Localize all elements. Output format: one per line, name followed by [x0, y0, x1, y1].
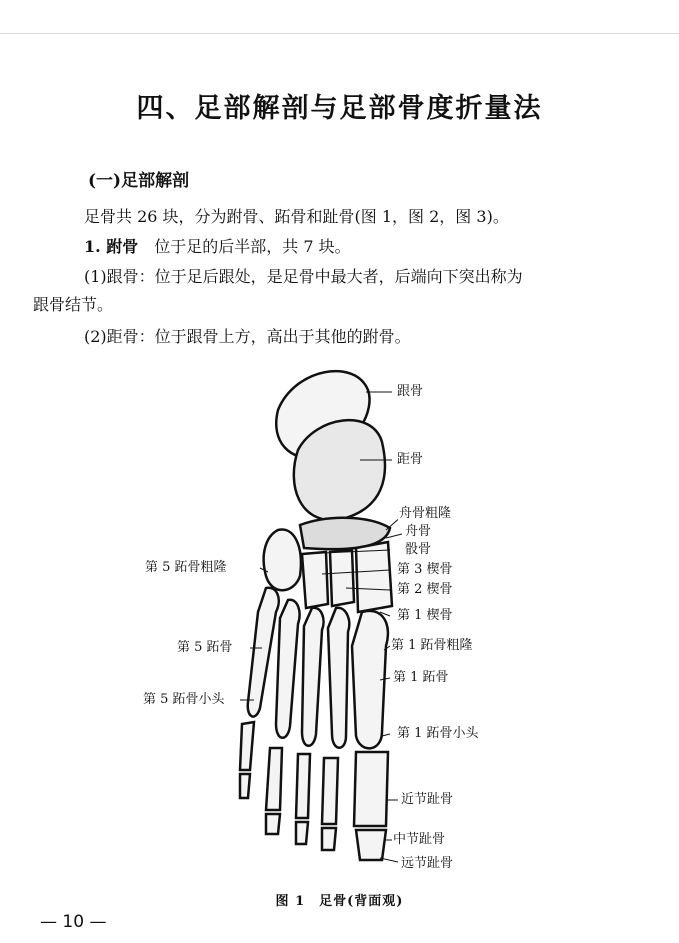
label-navicular: 舟骨 [405, 524, 432, 539]
foot-bones-figure [90, 350, 610, 882]
label-talus: 距骨 [397, 452, 424, 467]
figure-number: 图 1 [275, 894, 306, 909]
label-cuboid: 骰骨 [405, 542, 432, 557]
label-mt5-head: 第 5 跖骨小头 [143, 692, 225, 707]
label-cuneiform-1: 第 1 楔骨 [397, 608, 453, 623]
label-navicular-tuberosity: 舟骨粗隆 [399, 506, 452, 521]
label-mt5: 第 5 跖骨 [177, 640, 233, 655]
label-proximal-phalanx: 近节趾骨 [401, 792, 454, 807]
label-calcaneus: 跟骨 [397, 384, 424, 399]
label-mt5-tuberosity: 第 5 跖骨粗隆 [145, 560, 227, 575]
paragraph-calcaneus-line1: (1)跟骨：位于足后跟处，是足骨中最大者，后端向下突出称为 [84, 267, 523, 286]
label-middle-phalanx: 中节趾骨 [393, 832, 446, 847]
page-top-rule [0, 33, 679, 34]
figure-caption [0, 890, 679, 909]
label-mt1-head: 第 1 跖骨小头 [397, 726, 479, 741]
foot-skeleton-illustration [90, 350, 610, 882]
label-distal-phalanx: 远节趾骨 [401, 856, 454, 871]
figure-caption-text: 足骨(背面观) [319, 894, 404, 909]
label-cuneiform-2: 第 2 楔骨 [397, 582, 453, 597]
section-heading: (一)足部解剖 [88, 171, 190, 191]
page-number: — 10 — [40, 912, 107, 932]
paragraph-calcaneus-line2: 跟骨结节。 [33, 295, 114, 314]
paragraph-talus: (2)距骨：位于跟骨上方，高出于其他的跗骨。 [84, 327, 411, 346]
label-mt1: 第 1 跖骨 [393, 670, 449, 685]
tarsal-description: 位于足的后半部，共 7 块。 [154, 237, 351, 256]
paragraph-tarsal [84, 236, 351, 258]
label-cuneiform-3: 第 3 楔骨 [397, 562, 453, 577]
page-title: 四、足部解剖与足部骨度折量法 [136, 93, 543, 124]
term-tarsal: 1. 跗骨 [84, 237, 139, 256]
label-mt1-tuberosity: 第 1 跖骨粗隆 [391, 638, 473, 653]
paragraph-foot-bones: 足骨共 26 块，分为跗骨、跖骨和趾骨(图 1，图 2，图 3)。 [84, 207, 509, 226]
